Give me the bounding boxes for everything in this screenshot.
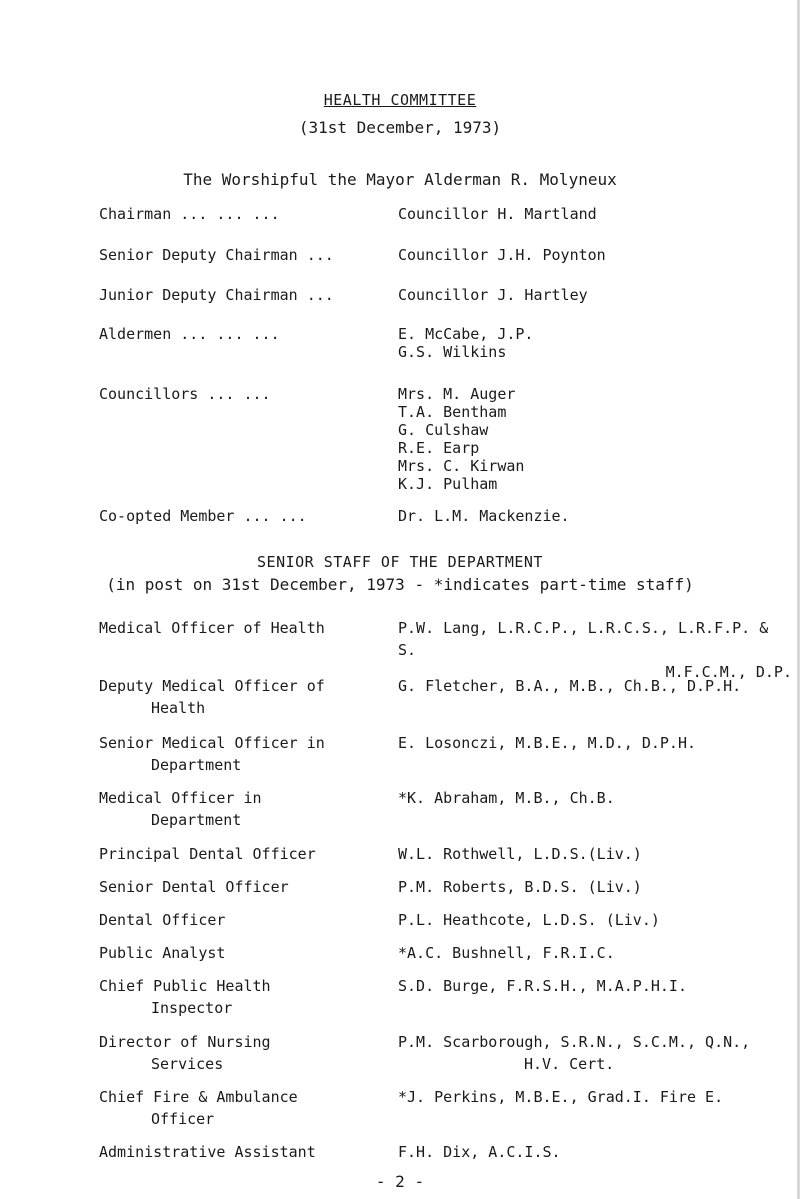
committee-member: Mrs. C. Kirwan: [398, 457, 525, 475]
committee-member: Dr. L.M. Mackenzie.: [398, 507, 570, 525]
committee-members: [398, 246, 778, 264]
committee-members: [398, 507, 778, 525]
committee-member: G.S. Wilkins: [398, 343, 507, 361]
committee-member: T.A. Bentham: [398, 403, 507, 421]
staff-role: Medical Officer in Department: [99, 789, 262, 829]
committee-members: [398, 286, 778, 304]
staff-holder: P.L. Heathcote, L.D.S. (Liv.): [398, 911, 660, 929]
staff-holder: F.H. Dix, A.C.I.S.: [398, 1143, 561, 1161]
staff-role: Chief Fire & Ambulance Officer: [99, 1088, 298, 1128]
committee-role: Senior Deputy Chairman ...: [99, 246, 334, 264]
committee-members: [398, 205, 778, 223]
staff-heading: SENIOR STAFF OF THE DEPARTMENT: [257, 553, 543, 571]
committee-member: Councillor J. Hartley: [398, 286, 588, 304]
committee-title: HEALTH COMMITTEE: [323, 91, 477, 109]
staff-holder: P.W. Lang, L.R.C.P., L.R.C.S., L.R.F.P. & S. M.F.C.M., D.P.: [398, 619, 792, 681]
committee-members: [398, 325, 778, 361]
mayor-line: The Worshipful the Mayor Alderman R. Molyneux: [183, 170, 617, 189]
staff-holder: *J. Perkins, M.B.E., Grad.I. Fire E.: [398, 1088, 724, 1106]
committee-role: Chairman ... ... ...: [99, 205, 280, 223]
staff-holder: W.L. Rothwell, L.D.S.(Liv.): [398, 845, 642, 863]
committee-members: [398, 385, 778, 493]
staff-holder: P.M. Roberts, B.D.S. (Liv.): [398, 878, 642, 896]
committee-member: K.J. Pulham: [398, 475, 498, 493]
committee-role: Junior Deputy Chairman ...: [99, 286, 334, 304]
staff-holder: E. Losonczi, M.B.E., M.D., D.P.H.: [398, 734, 697, 752]
staff-subheading: (in post on 31st December, 1973 - *indicates part-time staff): [106, 575, 694, 594]
staff-holder: S.D. Burge, F.R.S.H., M.A.P.H.I.: [398, 977, 687, 995]
committee-role: Aldermen ... ... ...: [99, 325, 280, 343]
staff-role: Dental Officer: [99, 911, 226, 929]
staff-role: Chief Public Health Inspector: [99, 977, 271, 1017]
committee-role: Co-opted Member ... ...: [99, 507, 307, 525]
committee-member: G. Culshaw: [398, 421, 489, 439]
committee-member: E. McCabe, J.P.: [398, 325, 534, 343]
staff-role: Senior Dental Officer: [99, 878, 289, 896]
page-number: - 2 -: [375, 1172, 425, 1191]
staff-holder: *A.C. Bushnell, F.R.I.C.: [398, 944, 615, 962]
staff-role: Senior Medical Officer in Department: [99, 734, 325, 774]
committee-member: R.E. Earp: [398, 439, 480, 457]
staff-holder: P.M. Scarborough, S.R.N., S.C.M., Q.N., H.V. Cert.: [398, 1033, 751, 1073]
staff-role: Administrative Assistant: [99, 1143, 316, 1161]
staff-role: Public Analyst: [99, 944, 226, 962]
staff-role: Director of Nursing Services: [99, 1033, 271, 1073]
committee-member: Councillor H. Martland: [398, 205, 597, 223]
staff-role: Principal Dental Officer: [99, 845, 316, 863]
staff-role: Deputy Medical Officer of Health: [99, 677, 325, 717]
committee-member: Councillor J.H. Poynton: [398, 246, 606, 264]
staff-role: Medical Officer of Health: [99, 619, 325, 637]
committee-member: Mrs. M. Auger: [398, 385, 516, 403]
committee-date: (31st December, 1973): [298, 118, 502, 137]
staff-holder: G. Fletcher, B.A., M.B., Ch.B., D.P.H.: [398, 677, 742, 695]
committee-role: Councillors ... ...: [99, 385, 271, 403]
staff-holder: *K. Abraham, M.B., Ch.B.: [398, 789, 615, 807]
